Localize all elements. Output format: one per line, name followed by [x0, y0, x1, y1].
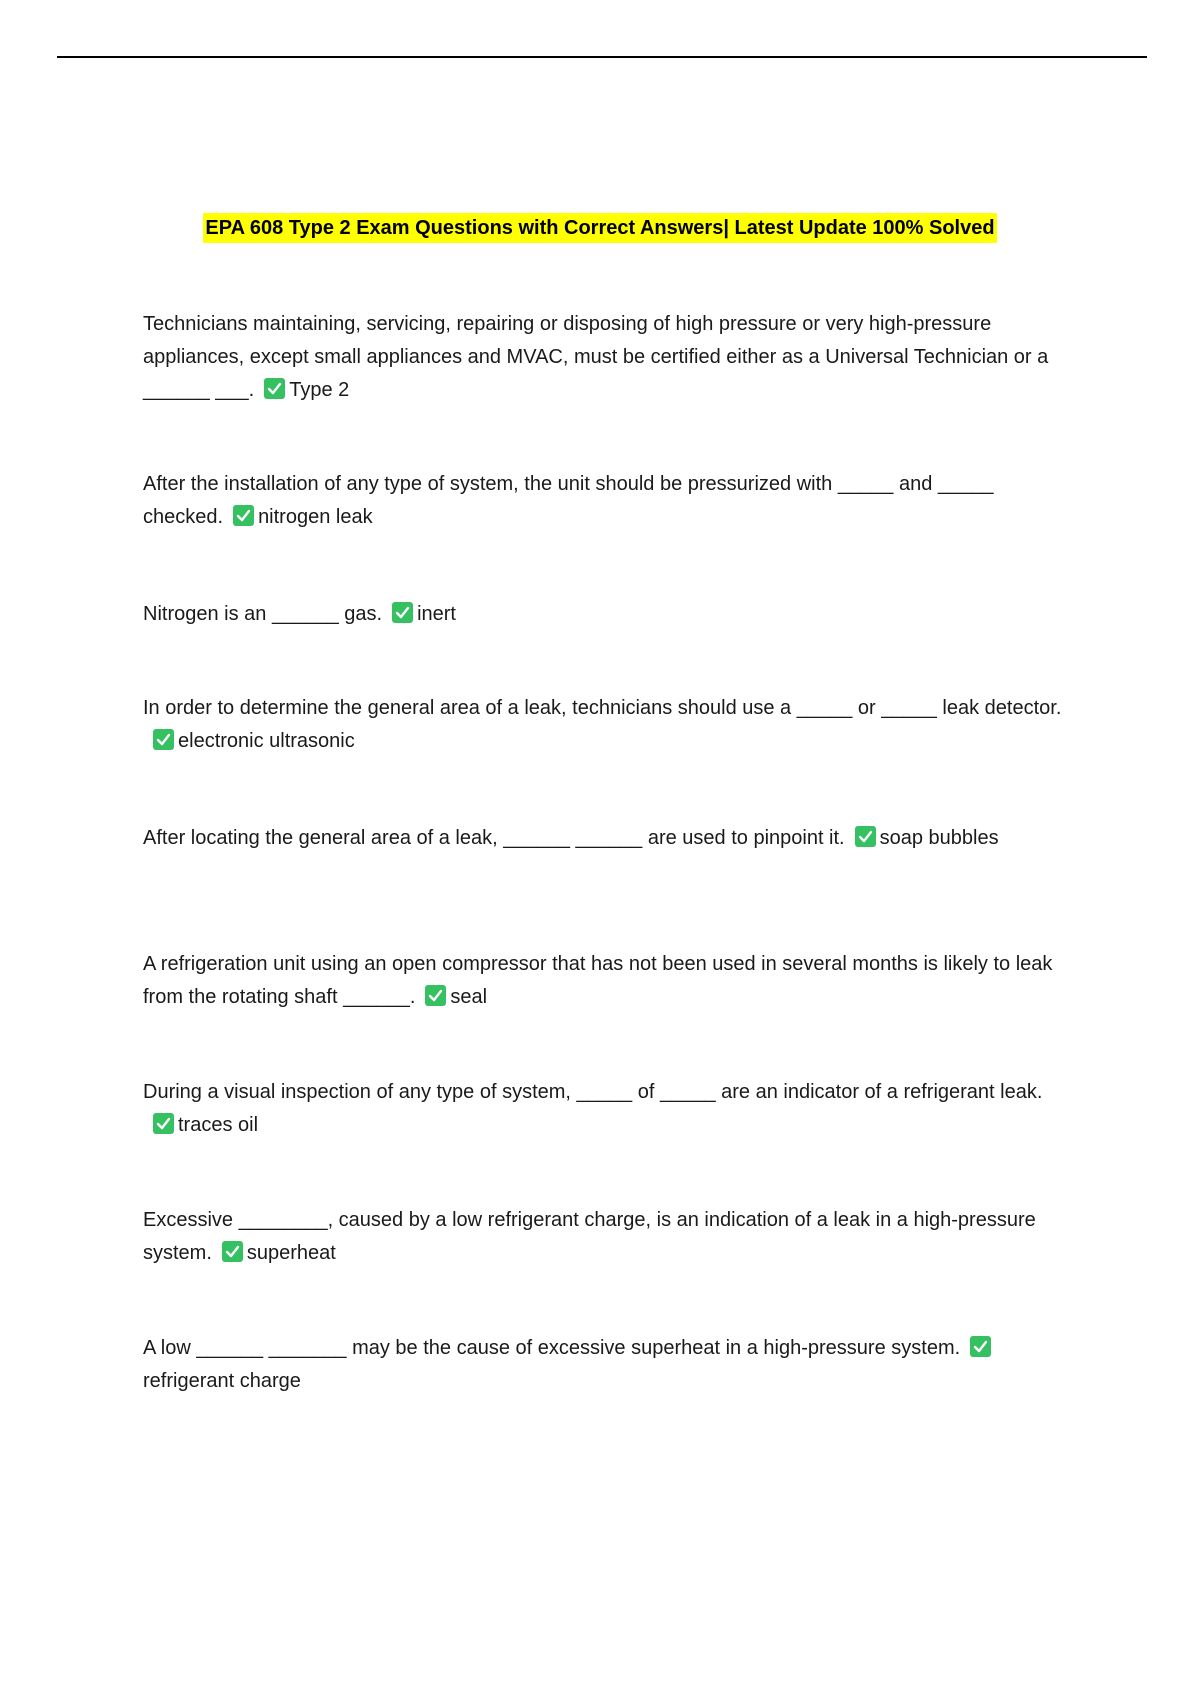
check-icon: [425, 985, 446, 1006]
qa-item-4: [143, 692, 1073, 758]
question-text: Nitrogen is an ______ gas.: [143, 603, 383, 625]
answer-text: inert: [417, 603, 456, 625]
check-icon: [855, 826, 876, 847]
answer-text: soap bubbles: [879, 827, 999, 849]
question-text: After locating the general area of a leak, ______ ______ are used to pinpoint it.: [143, 827, 845, 849]
check-icon: [153, 1113, 174, 1134]
check-icon: [264, 378, 285, 399]
check-icon: [153, 729, 174, 750]
check-icon: [392, 602, 413, 623]
question-text: During a visual inspection of any type of system, _____ of _____ are an indicator of a refrigerant leak.: [143, 1081, 1043, 1103]
check-icon: [970, 1336, 991, 1357]
qa-item-8: [143, 1204, 1073, 1270]
question-text: A low ______ _______ may be the cause of excessive superheat in a high-pressure system.: [143, 1337, 961, 1359]
qa-item-2: [143, 468, 1073, 534]
qa-item-9: [143, 1332, 1073, 1398]
check-icon: [233, 505, 254, 526]
header-rule: [57, 56, 1147, 58]
document-title: EPA 608 Type 2 Exam Questions with Correct Answers| Latest Update 100% Solved: [203, 213, 996, 243]
question-text: In order to determine the general area of a leak, technicians should use a _____ or _____ leak detector.: [143, 697, 1062, 719]
answer-text: refrigerant charge: [143, 1370, 301, 1392]
question-text: Excessive ________, caused by a low refrigerant charge, is an indication of a leak in a high-pressure system.: [143, 1209, 1036, 1264]
question-text: A refrigeration unit using an open compressor that has not been used in several months is likely to leak from the rotating shaft ______.: [143, 953, 1053, 1008]
qa-item-6: [143, 948, 1073, 1014]
check-icon: [222, 1241, 243, 1262]
answer-text: traces oil: [178, 1114, 259, 1136]
qa-item-5: [143, 822, 1073, 855]
question-text: After the installation of any type of system, the unit should be pressurized with _____ and _____ checked.: [143, 473, 994, 528]
answer-text: nitrogen leak: [258, 506, 373, 528]
qa-item-1: [143, 308, 1073, 407]
qa-item-3: [143, 598, 1073, 631]
qa-item-7: [143, 1076, 1073, 1142]
question-text: Technicians maintaining, servicing, repairing or disposing of high pressure or very high-pressure appliances, except small appliances and MVAC, must be certified either as a Universal Technician or a ______ ___.: [143, 313, 1049, 401]
answer-text: seal: [450, 986, 488, 1008]
answer-text: superheat: [246, 1242, 336, 1264]
title-block: [0, 213, 1200, 243]
answer-text: electronic ultrasonic: [178, 730, 355, 752]
answer-text: Type 2: [289, 379, 350, 401]
